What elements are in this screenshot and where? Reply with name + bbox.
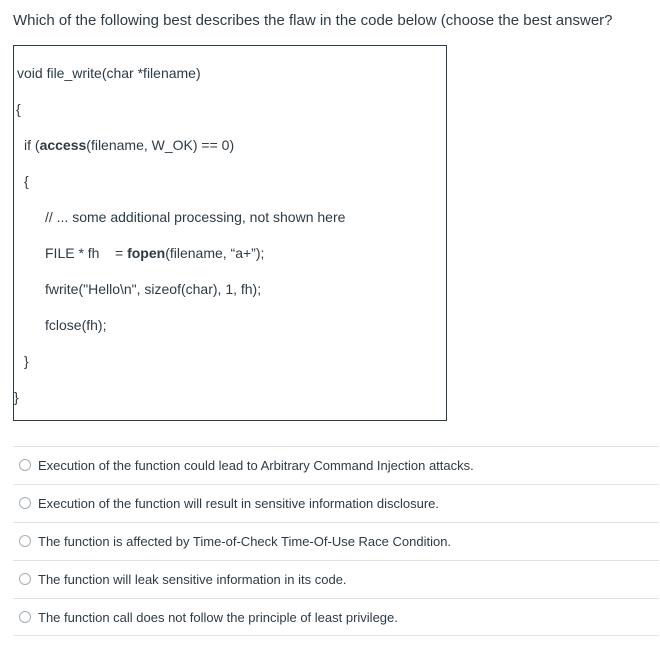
radio-button-icon[interactable] (19, 611, 31, 623)
code-line-7: fwrite("Hello\n", sizeof(char), 1, fh); (45, 281, 262, 297)
code-line-10: } (14, 389, 19, 405)
answer-option-1[interactable] (13, 446, 659, 484)
answer-option-2[interactable] (13, 484, 659, 522)
answer-option-3[interactable] (13, 522, 659, 560)
answer-label: The function call does not follow the principle of least privilege. (38, 610, 398, 625)
code-line-2: { (16, 101, 21, 117)
code-text: (filename, “a+”); (165, 245, 265, 261)
radio-button-icon[interactable] (19, 459, 31, 471)
answer-label: Execution of the function could lead to Arbitrary Command Injection attacks. (38, 458, 474, 473)
code-line-3 (24, 137, 234, 153)
code-text: FILE * fh = (45, 245, 128, 261)
code-line-8: fclose(fh); (45, 317, 107, 333)
answer-label: The function is affected by Time-of-Check Time-Of-Use Race Condition. (38, 534, 452, 549)
code-text: (filename, W_OK) == 0) (86, 137, 235, 153)
code-keyword-fopen: fopen (127, 245, 166, 261)
question-text: Which of the following best describes the flaw in the code below (choose the best answer? (13, 12, 613, 29)
answer-label: Execution of the function will result in sensitive information disclosure. (38, 496, 440, 511)
code-line-9: } (24, 353, 29, 369)
code-line-4: { (24, 173, 29, 189)
code-line-5: // ... some additional processing, not shown here (45, 209, 346, 225)
code-text: if ( (24, 137, 40, 153)
code-line-6 (45, 245, 264, 261)
code-line-1: void file_write(char *filename) (17, 65, 201, 81)
answer-option-4[interactable] (13, 560, 659, 598)
answer-list (13, 446, 659, 636)
code-block (13, 45, 447, 421)
radio-button-icon[interactable] (19, 497, 31, 509)
answer-label: The function will leak sensitive information in its code. (38, 572, 347, 587)
answer-option-5[interactable] (13, 598, 659, 636)
radio-button-icon[interactable] (19, 535, 31, 547)
radio-button-icon[interactable] (19, 573, 31, 585)
code-keyword-access: access (39, 137, 87, 153)
